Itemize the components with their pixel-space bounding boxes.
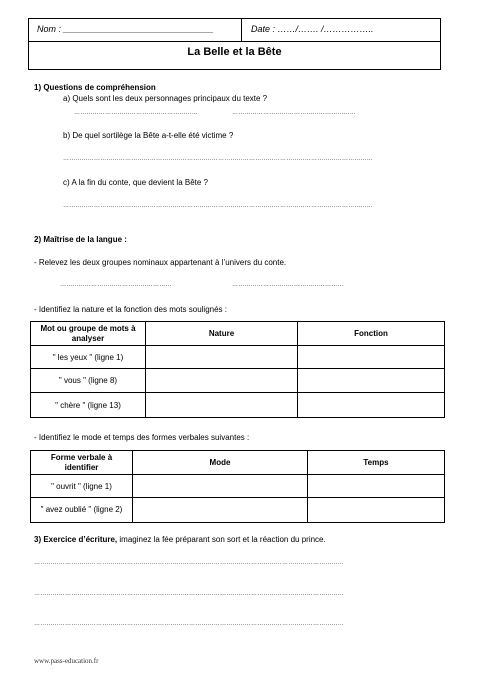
section2-heading: 2) Maîtrise de la langue : [34,235,127,244]
question-a: a) Quels sont les deux personnages principaux du texte ? [63,94,268,103]
answer-line-a1[interactable]: …………………………………………………… [74,110,198,116]
mode-tense-table [30,450,445,523]
table-row [31,393,445,418]
writing-line-2[interactable]: …………………………………………………………………………………………………………………………………… [34,591,344,597]
instruction-3: - Identifiez le mode et temps des formes verbales suivantes : [34,433,250,442]
table-cell: " chère " (ligne 13) [31,393,146,418]
date-field[interactable]: Date : ……/……. /…………….. [251,24,374,34]
answer-line-a2[interactable]: …………………………………………………… [232,110,356,116]
table-header: Temps [308,451,445,475]
header-divider [241,19,242,41]
section3-heading [34,535,326,544]
question-c: c) A la fin du conte, que devient la Bête ? [63,178,208,187]
section3-heading-bold: 3) Exercice d’écriture, [34,535,118,544]
table-header-row [31,322,445,346]
table-cell: " avez oublié " (ligne 2) [31,498,133,523]
table-header: Forme verbale à identifier [31,451,133,475]
answer-cell[interactable] [298,369,445,393]
table-cell: " les yeux " (ligne 1) [31,346,146,369]
answer-cell[interactable] [298,346,445,369]
answer-cell[interactable] [308,498,445,523]
table-header-row [31,451,445,475]
answer-cell[interactable] [133,498,308,523]
table-row [31,498,445,523]
table-header: Nature [146,322,298,346]
answer-cell[interactable] [298,393,445,418]
answer-cell[interactable] [146,346,298,369]
section3-heading-rest: imaginez la fée préparant son sort et la réaction du prince. [117,535,326,544]
table-cell: " ouvrit " (ligne 1) [31,475,133,498]
table-row [31,369,445,393]
table-header: Fonction [298,322,445,346]
header-box [28,18,441,70]
page-title: La Belle et la Bête [187,46,282,58]
table-header: Mot ou groupe de mots à analyser [31,322,146,346]
table-header: Mode [133,451,308,475]
section1-heading: 1) Questions de compréhension [34,83,156,92]
table-cell: " vous " (ligne 8) [31,369,146,393]
name-field[interactable]: Nom : ______________________________ [37,24,214,34]
nature-function-table [30,321,445,418]
table-row [31,346,445,369]
footer-url[interactable]: www.pass-education.fr [34,657,99,665]
instruction-1: - Relevez les deux groupes nominaux appartenant à l’univers du conte. [34,258,287,267]
answer-line-gn1[interactable]: ……………………………………………… [60,282,172,288]
header-row [29,19,440,42]
answer-cell[interactable] [146,369,298,393]
answer-line-gn2[interactable]: ……………………………………………… [232,282,344,288]
instruction-2: - Identifiez la nature et la fonction des mots soulignés : [34,305,227,314]
answer-line-c[interactable]: …………………………………………………………………………………………………………………………………… [63,203,373,209]
writing-line-1[interactable]: …………………………………………………………………………………………………………………………………… [34,560,344,566]
answer-cell[interactable] [133,475,308,498]
answer-cell[interactable] [308,475,445,498]
answer-line-b[interactable]: …………………………………………………………………………………………………………………………………… [63,156,373,162]
question-b: b) De quel sortilège la Bête a-t-elle été victime ? [63,131,234,140]
answer-cell[interactable] [146,393,298,418]
table-row [31,475,445,498]
writing-line-3[interactable]: …………………………………………………………………………………………………………………………………… [34,621,344,627]
